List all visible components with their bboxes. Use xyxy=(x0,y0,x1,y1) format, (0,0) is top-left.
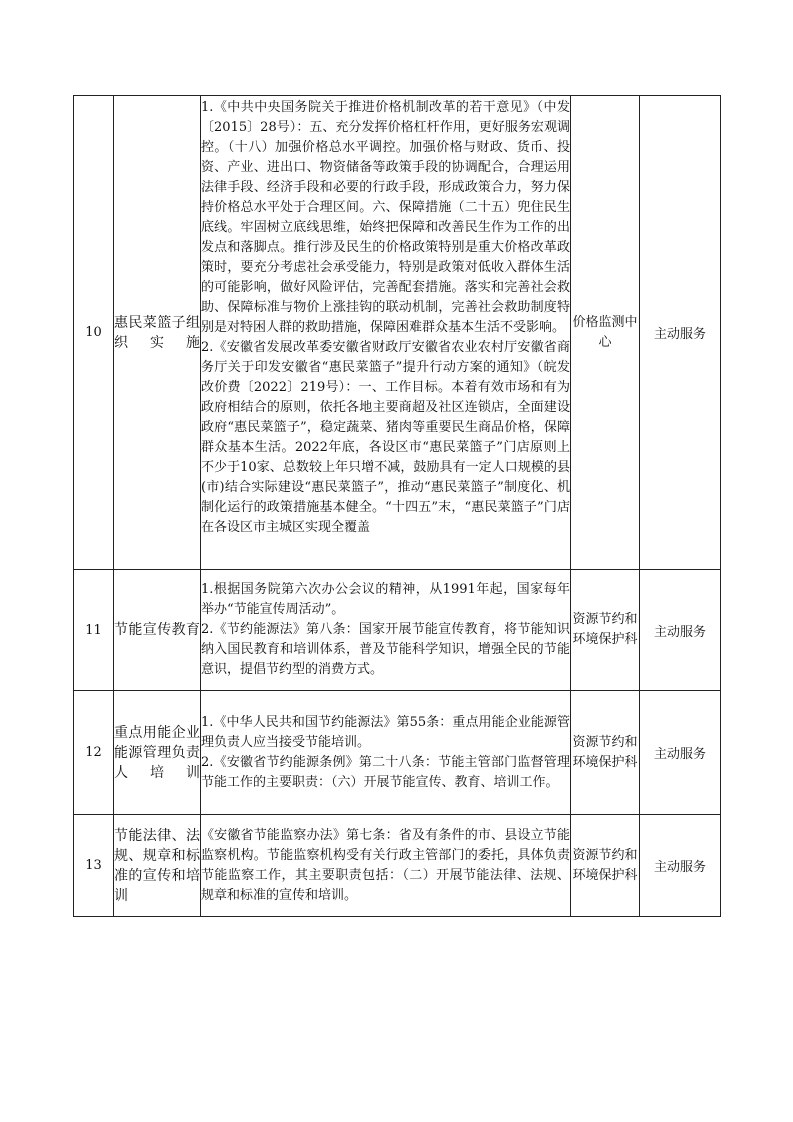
item-name: 重点用能企业能源管理负责人培训 xyxy=(114,691,201,815)
service-type: 主动服务 xyxy=(640,691,721,815)
legal-basis xyxy=(201,96,571,570)
service-type: 主动服务 xyxy=(640,815,721,917)
legal-basis xyxy=(201,570,571,691)
row-number: 13 xyxy=(74,815,114,917)
responsible-department: 资源节约和环境保护科 xyxy=(571,815,640,917)
item-name: 节能宣传教育 xyxy=(114,570,201,691)
item-name: 节能法律、法规、规章和标准的宣传和培训 xyxy=(114,815,201,917)
responsible-department: 资源节约和环境保护科 xyxy=(571,570,640,691)
table-row xyxy=(74,691,721,815)
table-row xyxy=(74,96,721,570)
table-row xyxy=(74,815,721,917)
service-list-table xyxy=(73,95,721,917)
table-row xyxy=(74,570,721,691)
legal-basis xyxy=(201,815,571,917)
responsible-department: 价格监测中心 xyxy=(571,96,640,570)
basis-paragraph: 《安徽省节能监察办法》第七条：省及有条件的市、县设立节能监察机构。节能监察机构受有关行政主管部门的委托，具体负责节能监察工作，其主要职责包括：（二）开展节能法律、法规、规章和标准的宣传和培训。 xyxy=(201,827,570,903)
service-type: 主动服务 xyxy=(640,570,721,691)
basis-paragraph: 1.《中华人民共和国节约能源法》第55条：重点用能企业能源管理负责人应当接受节能培训。 xyxy=(201,714,570,750)
basis-paragraph: 2.《安徽省节约能源条例》第二十八条：节能主管部门监督管理节能工作的主要职责：（六）开展节能宣传、教育、培训工作。 xyxy=(201,754,570,790)
service-type: 主动服务 xyxy=(640,96,721,570)
basis-paragraph: 2.《节约能源法》第八条：国家开展节能宣传教育，将节能知识纳入国民教育和培训体系，普及节能科学知识，增强全民的节能意识，提倡节约型的消费方式。 xyxy=(201,622,570,677)
legal-basis xyxy=(201,691,571,815)
row-number: 12 xyxy=(74,691,114,815)
basis-paragraph: 1.根据国务院第六次办公会议的精神，从1991年起，国家每年举办“节能宣传周活动”。 xyxy=(201,582,570,617)
basis-paragraph: 2.《安徽省发展改革委安徽省财政厅安徽省农业农村厅安徽省商务厅关于印发安徽省“惠民菜篮子”提升行动方案的通知》（皖发改价费〔2022〕219号）：一、工作目标。本着有效市场和有为政府相结合的原则，依托各地主要商超及社区连锁店，全面建设政府“惠民菜篮子”，稳定蔬菜、猪肉等重要民生商品价格，保障群众基本生活。2022年底，各设区市“惠民菜篮子”门店原则上不少于10家、总数较上年只增不减，鼓励具有一定人口规模的县(市)结合实际建设“惠民菜篮子”，推动“惠民菜篮子”制度化、机制化运行的政策措施基本健全。“十四五”末，“惠民菜篮子”门店在各设区市主城区实现全覆盖 xyxy=(201,340,570,535)
row-number: 11 xyxy=(74,570,114,691)
row-number: 10 xyxy=(74,96,114,570)
item-name: 惠民菜篮子组织实施 xyxy=(114,96,201,570)
responsible-department: 资源节约和环境保护科 xyxy=(571,691,640,815)
basis-paragraph: 1.《中共中央国务院关于推进价格机制改革的若干意见》（中发〔2015〕28号）：五、充分发挥价格杠杆作用，更好服务宏观调控。（十八）加强价格总水平调控。加强价格与财政、货币、投资、产业、进出口、物资储备等政策手段的协调配合，合理运用法律手段、经济手段和必要的行政手段，形成政策合力，努力保持价格总水平处于合理区间。六、保障措施（二十五）兜住民生底线。牢固树立底线思维，始终把保障和改善民生作为工作的出发点和落脚点。推行涉及民生的价格政策特别是重大价格改革政策时，要充分考虑社会承受能力，特别是政策对低收入群体生活的可能影响，做好风险评估，完善配套措施。落实和完善社会救助、保障标准与物价上涨挂钩的联动机制，完善社会救助制度特别是对特困人群的救助措施，保障困难群众基本生活不受影响。 xyxy=(201,100,570,335)
